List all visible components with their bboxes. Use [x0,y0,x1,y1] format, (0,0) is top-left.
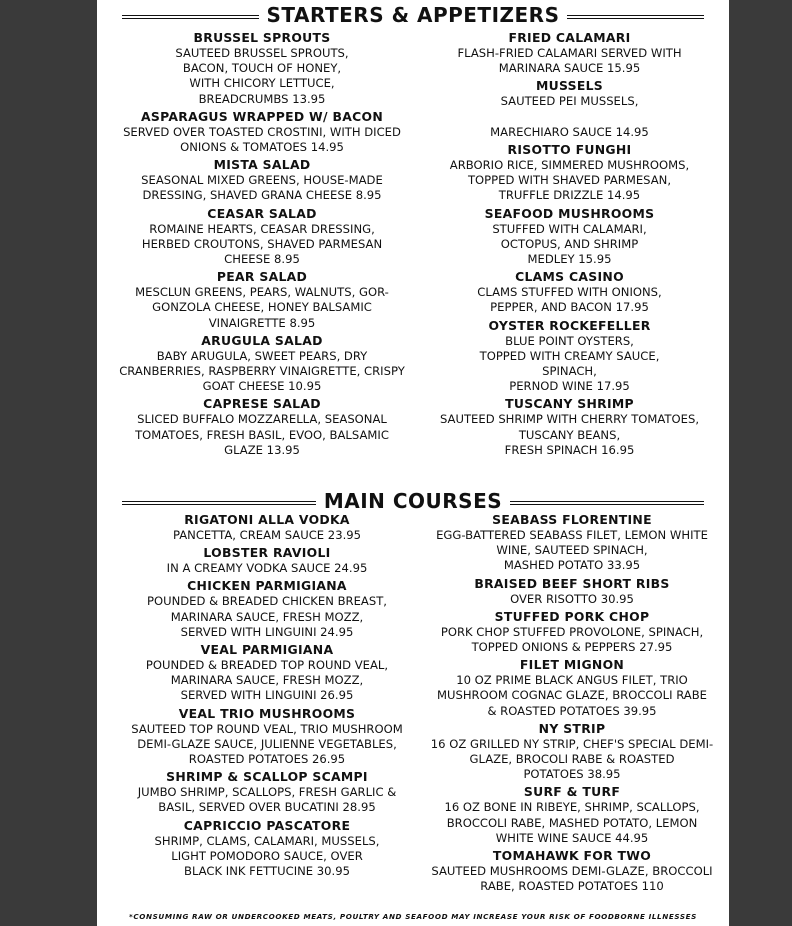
menu-item-description: POUNDED & BREADED TOP ROUND VEAL, MARINARA SAUCE, FRESH MOZZ, SERVED WITH LINGUINI 26.95 [145,658,389,703]
main-courses-heading [97,488,729,514]
menu-item-description: SAUTEED PEI MUSSELS, MARECHIARO SAUCE 14.95 [490,94,649,139]
menu-item [417,721,727,783]
menu-item-name: CLAMS CASINO [515,269,624,285]
menu-item-name: CAPRESE SALAD [203,396,321,412]
menu-item-description: SAUTEED MUSHROOMS DEMI-GLAZE, BROCCOLI RABE, ROASTED POTATOES 110 [431,864,713,894]
menu-item-name: VEAL TRIO MUSHROOMS [178,705,356,721]
menu-item-name: CEASAR SALAD [207,205,317,221]
menu-item [107,333,417,395]
menu-item-description: IN A CREAMY VODKA SAUCE 24.95 [166,561,368,576]
main-left-column [107,512,427,879]
raw-food-disclaimer: *CONSUMING RAW OR UNDERCOOKED MEATS, POULTRY AND SEAFOOD MAY INCREASE YOUR RISK OF FOODBORNE ILLNESSES [129,912,697,921]
menu-item-name: OYSTER ROCKEFELLER [488,317,651,333]
starters-title: STARTERS & APPETIZERS [259,2,568,28]
menu-item-name: VEAL PARMIGIANA [200,642,334,658]
menu-item-name: TUSCANY SHRIMP [505,396,634,412]
menu-item-description: OVER RISOTTO 30.95 [510,591,634,606]
menu-item-description: 10 OZ PRIME BLACK ANGUS FILET, TRIO MUSHROOM COGNAC GLAZE, BROCCOLI RABE & ROASTED POTATOES 39.95 [436,673,708,718]
menu-item-description: SERVED OVER TOASTED CROSTINI, WITH DICED ONIONS & TOMATOES 14.95 [123,124,401,155]
menu-item [107,269,417,331]
menu-item-description: SAUTEED BRUSSEL SPROUTS, BACON, TOUCH OF HONEY, WITH CHICORY LETTUCE, BREADCRUMBS 13.95 [175,46,349,106]
heading-rule [122,501,327,505]
menu-item [107,206,417,268]
menu-item-name: ARUGULA SALAD [201,332,323,348]
menu-item [107,769,427,815]
menu-item-description: SAUTEED SHRIMP WITH CHERRY TOMATOES, TUSCANY BEANS, FRESH SPINACH 16.95 [439,412,700,457]
menu-item-description: POUNDED & BREADED CHICKEN BREAST, MARINARA SAUCE, FRESH MOZZ, SERVED WITH LINGUINI 24.95 [146,594,387,639]
menu-item [107,706,427,768]
menu-item [417,657,727,719]
menu-item [107,157,417,203]
menu-item [417,206,722,268]
menu-item-name: LOBSTER RAVIOLI [203,545,331,561]
menu-item-description: FLASH-FRIED CALAMARI SERVED WITH MARINARA SAUCE 15.95 [457,46,682,76]
menu-item-name: FILET MIGNON [519,657,625,673]
menu-item-description: EGG-BATTERED SEABASS FILET, LEMON WHITE WINE, SAUTEED SPINACH, MASHED POTATO 33.95 [436,528,708,573]
main-right-column [417,512,727,894]
menu-item-name: PEAR SALAD [216,269,308,285]
menu-item-description: 16 OZ GRILLED NY STRIP, CHEF'S SPECIAL DEMI- GLAZE, BROCOLI RABE & ROASTED POTATOES 38.95 [430,736,714,782]
menu-item [417,609,727,655]
menu-item-description: SAUTEED TOP ROUND VEAL, TRIO MUSHROOM DEMI-GLAZE SAUCE, JULIENNE VEGETABLES, ROASTED POTATOES 26.95 [131,721,403,767]
menu-item [417,269,722,315]
starters-heading [97,2,729,28]
menu-item-name: CAPRICCIO PASCATORE [183,817,351,833]
menu-item-name: BRAISED BEEF SHORT RIBS [474,575,670,591]
menu-item [107,818,427,880]
menu-item [107,396,417,458]
menu-item-name: SEABASS FLORENTINE [492,512,652,527]
menu-item [417,318,722,395]
menu-item [107,512,427,543]
starters-right-column [417,30,722,458]
heading-rule [549,15,704,19]
menu-item-description: JUMBO SHRIMP, SCALLOPS, FRESH GARLIC & BASIL, SERVED OVER BUCATINI 28.95 [137,785,397,815]
menu-item-description: BABY ARUGULA, SWEET PEARS, DRY CRANBERRIES, RASPBERRY VINAIGRETTE, CRISPY GOAT CHEESE 10.95 [119,348,405,394]
menu-item-description: MESCLUN GREENS, PEARS, WALNUTS, GOR- GONZOLA CHEESE, HONEY BALSAMIC VINAIGRETTE 8.95 [135,285,389,330]
menu-item-description: ARBORIO RICE, SIMMERED MUSHROOMS, TOPPED WITH SHAVED PARMESAN, TRUFFLE DRIZZLE 14.95 [449,158,690,203]
menu-item [107,545,427,576]
menu-item-name: CHICKEN PARMIGIANA [187,578,347,594]
menu-item [417,78,722,140]
menu-item [107,642,427,704]
menu-item [417,784,727,846]
menu-item-description: SEASONAL MIXED GREENS, HOUSE-MADE DRESSING, SHAVED GRANA CHEESE 8.95 [141,173,383,203]
menu-item [107,30,417,107]
menu-item [107,578,427,640]
starters-left-column [107,30,417,458]
heading-rule [122,15,277,19]
menu-item-description: SLICED BUFFALO MOZZARELLA, SEASONAL TOMATOES, FRESH BASIL, EVOO, BALSAMIC GLAZE 13.95 [135,412,389,457]
menu-item-name: MISTA SALAD [213,157,311,173]
menu-item-name: TOMAHAWK FOR TWO [492,848,652,864]
menu-item-name: STUFFED PORK CHOP [494,608,650,624]
menu-item-description: BLUE POINT OYSTERS, TOPPED WITH CREAMY SAUCE, SPINACH, PERNOD WINE 17.95 [479,333,660,394]
menu-item [417,576,727,607]
menu-item-name: MUSSELS [535,78,604,94]
menu-item-description: 16 OZ BONE IN RIBEYE, SHRIMP, SCALLOPS, BROCCOLI RABE, MASHED POTATO, LEMON WHITE WINE SAUCE 44.95 [444,800,700,845]
menu-item-description: ROMAINE HEARTS, CEASAR DRESSING, HERBED CROUTONS, SHAVED PARMESAN CHEESE 8.95 [141,221,383,267]
menu-item-name: RISOTTO FUNGHI [507,142,632,158]
menu-item [417,396,722,458]
menu-item [417,512,727,574]
menu-item [107,109,417,155]
menu-page [97,0,729,926]
menu-item-name: RIGATONI ALLA VODKA [184,512,350,527]
menu-item [417,848,727,894]
menu-item-description: PORK CHOP STUFFED PROVOLONE, SPINACH, TOPPED ONIONS & PEPPERS 27.95 [440,624,704,655]
menu-item [417,30,722,76]
menu-item-description: STUFFED WITH CALAMARI, OCTOPUS, AND SHRIMP MEDLEY 15.95 [492,221,647,267]
menu-item-name: ASPARAGUS WRAPPED W/ BACON [140,108,383,124]
menu-item-name: SURF & TURF [523,784,621,800]
menu-item-description: CLAMS STUFFED WITH ONIONS, PEPPER, AND BACON 17.95 [477,285,662,315]
heading-rule [499,501,704,505]
menu-item-description: SHRIMP, CLAMS, CALAMARI, MUSSELS, LIGHT POMODORO SAUCE, OVER BLACK INK FETTUCINE 30.95 [154,833,380,879]
menu-item-name: SEAFOOD MUSHROOMS [484,205,655,221]
menu-item-name: FRIED CALAMARI [508,30,631,45]
menu-item [417,142,722,204]
menu-item-name: NY STRIP [538,720,606,736]
main-courses-title: MAIN COURSES [316,488,510,514]
menu-item-description: PANCETTA, CREAM SAUCE 23.95 [172,528,362,542]
menu-item-name: BRUSSEL SPROUTS [193,30,331,45]
menu-item-name: SHRIMP & SCALLOP SCAMPI [166,769,368,785]
